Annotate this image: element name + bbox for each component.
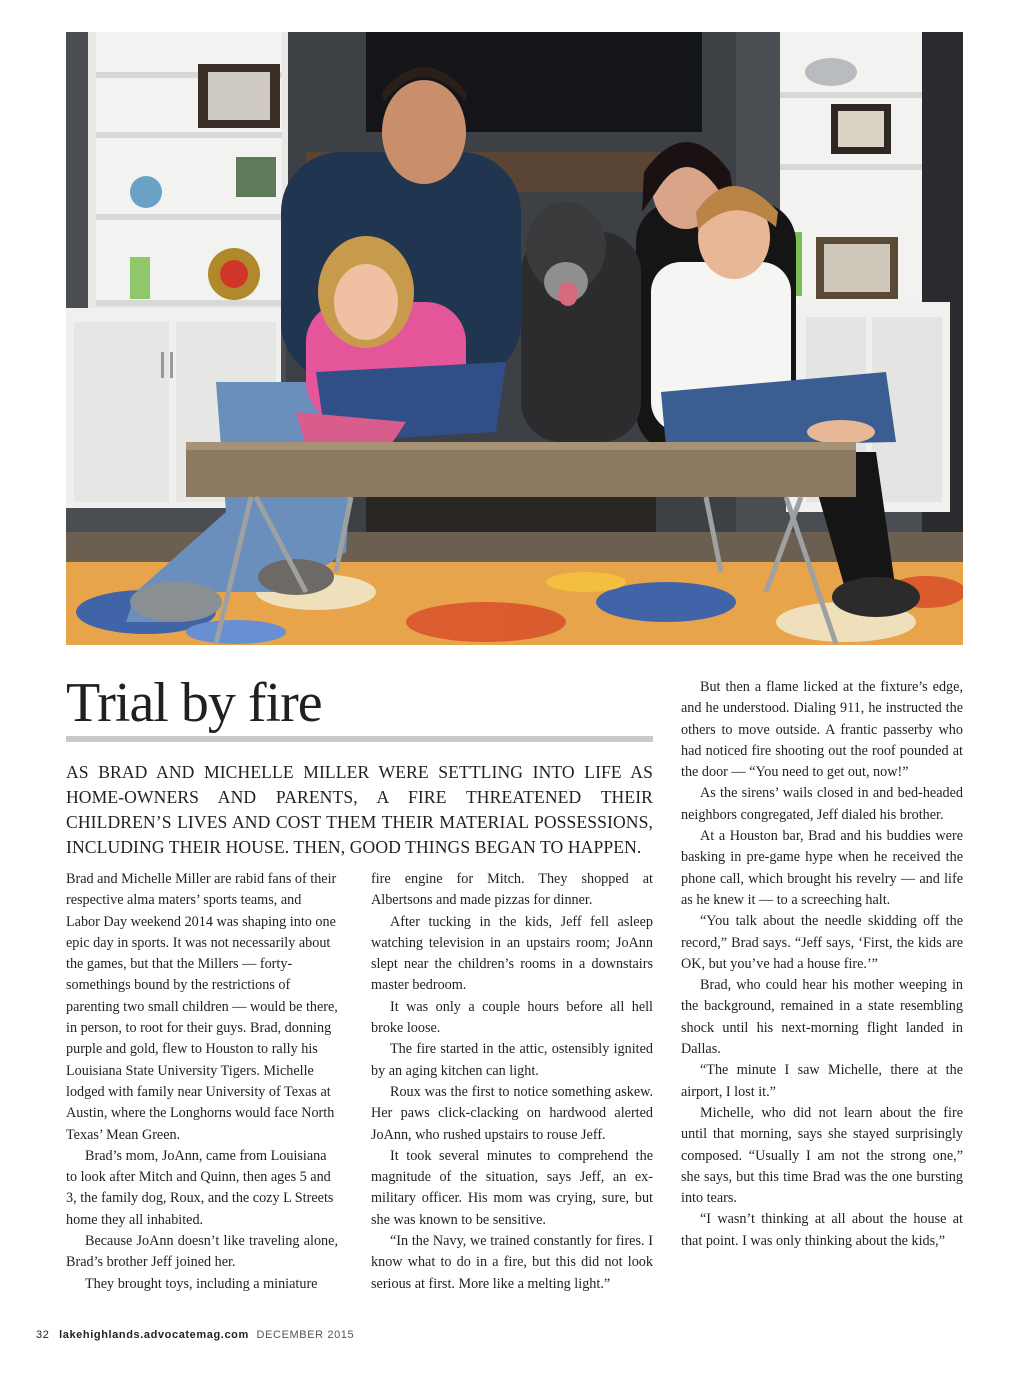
paragraph: “You talk about the needle skidding off the record,” Brad says. “Jeff says, ‘First, the kids are OK, but you’ve had a house fire.’” [681,913,963,972]
paragraph: After tucking in the kids, Jeff fell asleep watching television in an upstairs room; JoAnn slept near the children’s rooms in a downstairs master bedroom. [371,913,653,994]
paragraph: Brad’s mom, JoAnn, came from Louisiana to look after Mitch and Quinn, then ages 5 and 3, the family dog, Roux, and the cozy L Streets home they all inhabited. [66,1147,334,1228]
paragraph: fire engine for Mitch. They shopped at Albertsons and made pizzas for dinner. [371,871,653,909]
body-column-3 [681,677,963,1252]
issue-date: DECEMBER 2015 [256,1329,355,1341]
article-dek: AS BRAD AND MICHELLE MILLER WERE SETTLING INTO LIFE AS HOME-OWNERS AND PARENTS, A FIRE THREATENED THEIR CHILDREN’S LIVES AND COST THEM THEIR MATERIAL POSSESSIONS, INCLUDING THEIR HOUSE. THEN, GOOD THINGS BEGAN TO HAPPEN. [66,762,653,857]
paragraph: As the sirens’ wails closed in and bed-headed neighbors congregated, Jeff dialed his brother. [681,785,963,823]
article-headline: Trial by fire [66,672,322,734]
paragraph: “In the Navy, we trained constantly for fires. I know what to do in a fire, but this did not look serious at first. More like a melting light.” [371,1233,653,1292]
paragraph: At a Houston bar, Brad and his buddies were basking in pre-game hype when he received the phone call, which brought his revelry — and life as he knew it — to a screeching halt. [681,828,963,908]
page-folio [36,1329,436,1341]
paragraph: But then a flame licked at the fixture’s edge, and he understood. Dialing 911, he instructed the others to move outside. A frantic passerby who had noticed fire shooting out the roof pounded at the door — “You need to get out, now!” [681,679,963,781]
paragraph: Because JoAnn doesn’t like traveling alone, Brad’s brother Jeff joined her. [66,1233,338,1271]
body-column-1 [66,869,338,1295]
magazine-url[interactable]: lakehighlands.advocatemag.com [59,1329,249,1341]
body-column-2 [371,869,653,1295]
paragraph: “I wasn’t thinking at all about the house at that point. I was only thinking about the kids,” [681,1211,963,1249]
paragraph: It took several minutes to comprehend the magnitude of the situation, says Jeff, an ex-military officer. His mom was crying, sure, but she was known to be sensitive. [371,1147,653,1228]
paragraph: They brought toys, including a miniature [85,1275,318,1292]
paragraph: It was only a couple hours before all hell broke loose. [371,998,653,1037]
family-photo-illustration [66,32,963,645]
paragraph: The fire started in the attic, ostensibly ignited by an aging kitchen can light. [371,1041,653,1079]
paragraph: Brad, who could hear his mother weeping in the background, remained in a state resembling shock until his next-morning flight landed in Dallas. [681,977,963,1058]
paragraph: Brad and Michelle Miller are rabid fans of their respective alma maters’ sports teams, and Labor Day weekend 2014 was shaping into one epic day in sports. It was not necessarily about the games, but that the Millers — forty-somethings bound by the restrictions of parenting two small children — would be there, in person, to root for their guys. Brad, donning purple and gold, flew to Houston to rally his Louisiana State University Tigers. Michelle lodged with family near University of Texas at Austin, where the Longhorns would face North Texas’ Mean Green. [66,871,338,1143]
paragraph: Roux was the first to notice something askew. Her paws click-clacking on hardwood alerted JoAnn, who rushed upstairs to rouse Jeff. [371,1083,653,1143]
family-photo [66,32,963,645]
paragraph: “The minute I saw Michelle, there at the airport, I lost it.” [681,1062,963,1100]
headline-rule [66,736,653,742]
page-number: 32 [36,1329,50,1341]
paragraph: Michelle, who did not learn about the fire until that morning, says she stayed surprisingly composed. “Usually I am not the strong one,” she says, but this time Brad was the one bursting into tears. [681,1104,963,1207]
